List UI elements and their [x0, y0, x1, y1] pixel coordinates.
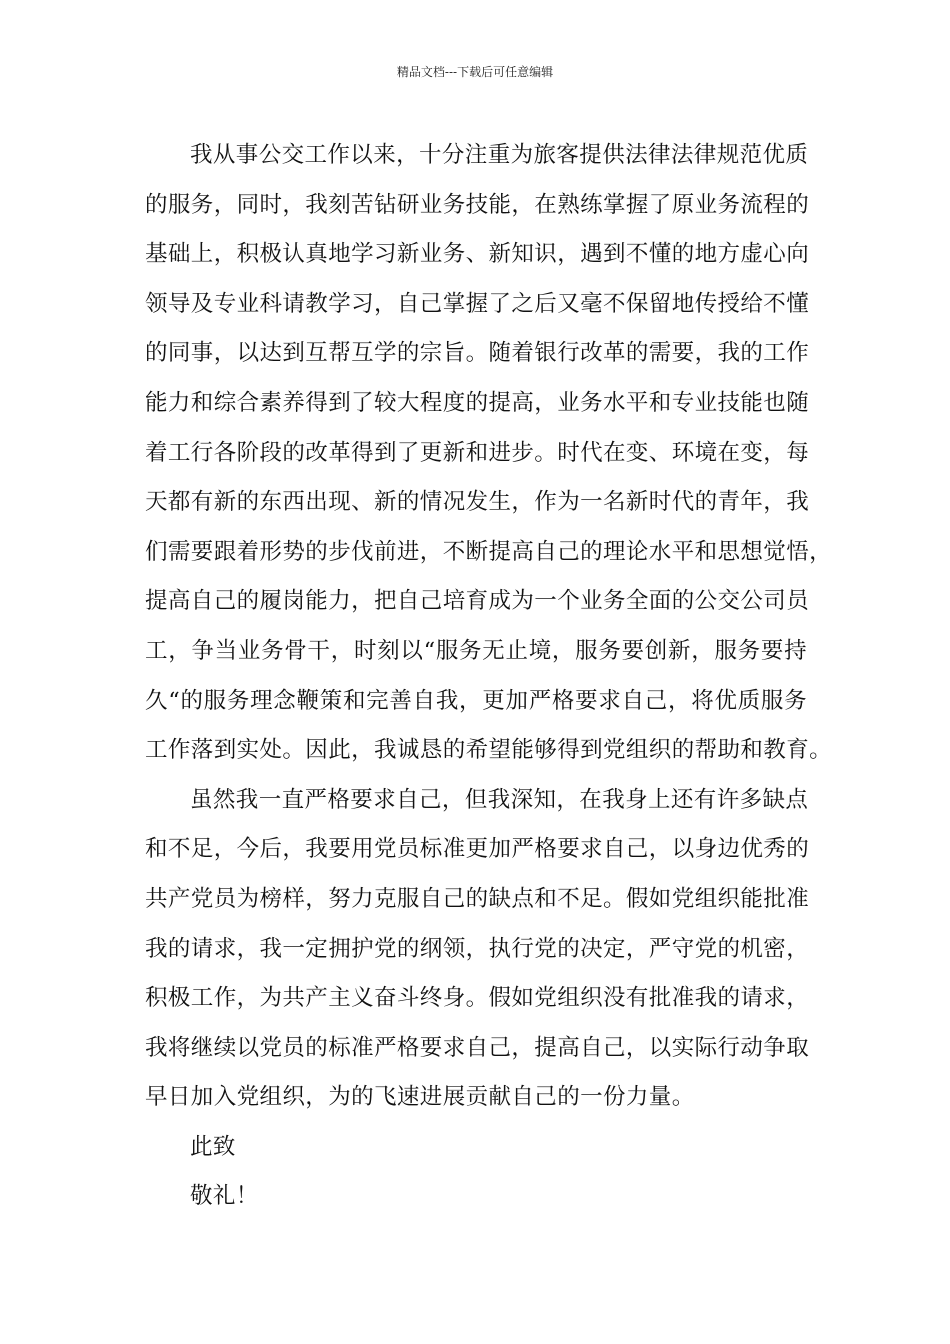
paragraph-line: 久“的服务理念鞭策和完善自我，更加严格要求自己，将优质服务 [145, 687, 807, 714]
paragraph-2 [145, 776, 810, 1123]
page-header: 精品文档---下载后可任意编辑 [396, 65, 554, 79]
paragraph-line: 我将继续以党员的标准严格要求自己，提高自己，以实际行动争取 [145, 1034, 810, 1061]
paragraph-line: 领导及专业科请教学习，自己掌握了之后又毫不保留地传授给不懂 [145, 290, 810, 317]
paragraph-line: 天都有新的东西出现、新的情况发生，作为一名新时代的青年，我 [145, 489, 810, 516]
paragraph-line: 的同事，以达到互帮互学的宗旨。随着银行改革的需要，我的工作 [145, 340, 810, 367]
paragraph-line: 我从事公交工作以来，十分注重为旅客提供法律法律规范优质 [190, 142, 809, 168]
paragraph-line: 工，争当业务骨干，时刻以“服务无止境，服务要创新，服务要持 [145, 637, 807, 664]
paragraph-line: 能力和综合素养得到了较大程度的提高，业务水平和专业技能也随 [145, 389, 810, 416]
paragraph-line: 工作落到实处。因此，我诚恳的希望能够得到党组织的帮助和教育。 [145, 737, 833, 764]
paragraph-line: 和不足，今后，我要用党员标准更加严格要求自己，以身边优秀的 [145, 836, 810, 863]
paragraph-line: 我的请求，我一定拥护党的纲领，执行党的决定，严守党的机密， [145, 935, 810, 962]
paragraph-line: 共产党员为榜样，努力克服自己的缺点和不足。假如党组织能批准 [145, 885, 810, 912]
paragraph-line: 提高自己的履岗能力，把自己培育成为一个业务全面的公交公司员 [145, 588, 810, 615]
closing-salutation: 此致 [190, 1133, 236, 1160]
paragraph-line: 积极工作，为共产主义奋斗终身。假如党组织没有批准我的请求， [145, 985, 810, 1012]
paragraph-line: 基础上，积极认真地学习新业务、新知识，遇到不懂的地方虚心向 [145, 241, 810, 268]
paragraph-line: 的服务，同时，我刻苦钻研业务技能，在熟练掌握了原业务流程的 [145, 191, 810, 218]
closing-regards: 敬礼！ [190, 1183, 259, 1210]
paragraph-line: 虽然我一直严格要求自己，但我深知，在我身上还有许多缺点 [190, 786, 809, 813]
paragraph-line: 着工行各阶段的改革得到了更新和进步。时代在变、环境在变，每 [145, 439, 810, 466]
paragraph-line: 们需要跟着形势的步伐前进，不断提高自己的理论水平和思想觉悟， [145, 538, 833, 565]
paragraph-line: 早日加入党组织，为的飞速进展贡献自己的一份力量。 [145, 1084, 695, 1111]
paragraph-1 [145, 131, 833, 776]
document-body [145, 131, 833, 1222]
